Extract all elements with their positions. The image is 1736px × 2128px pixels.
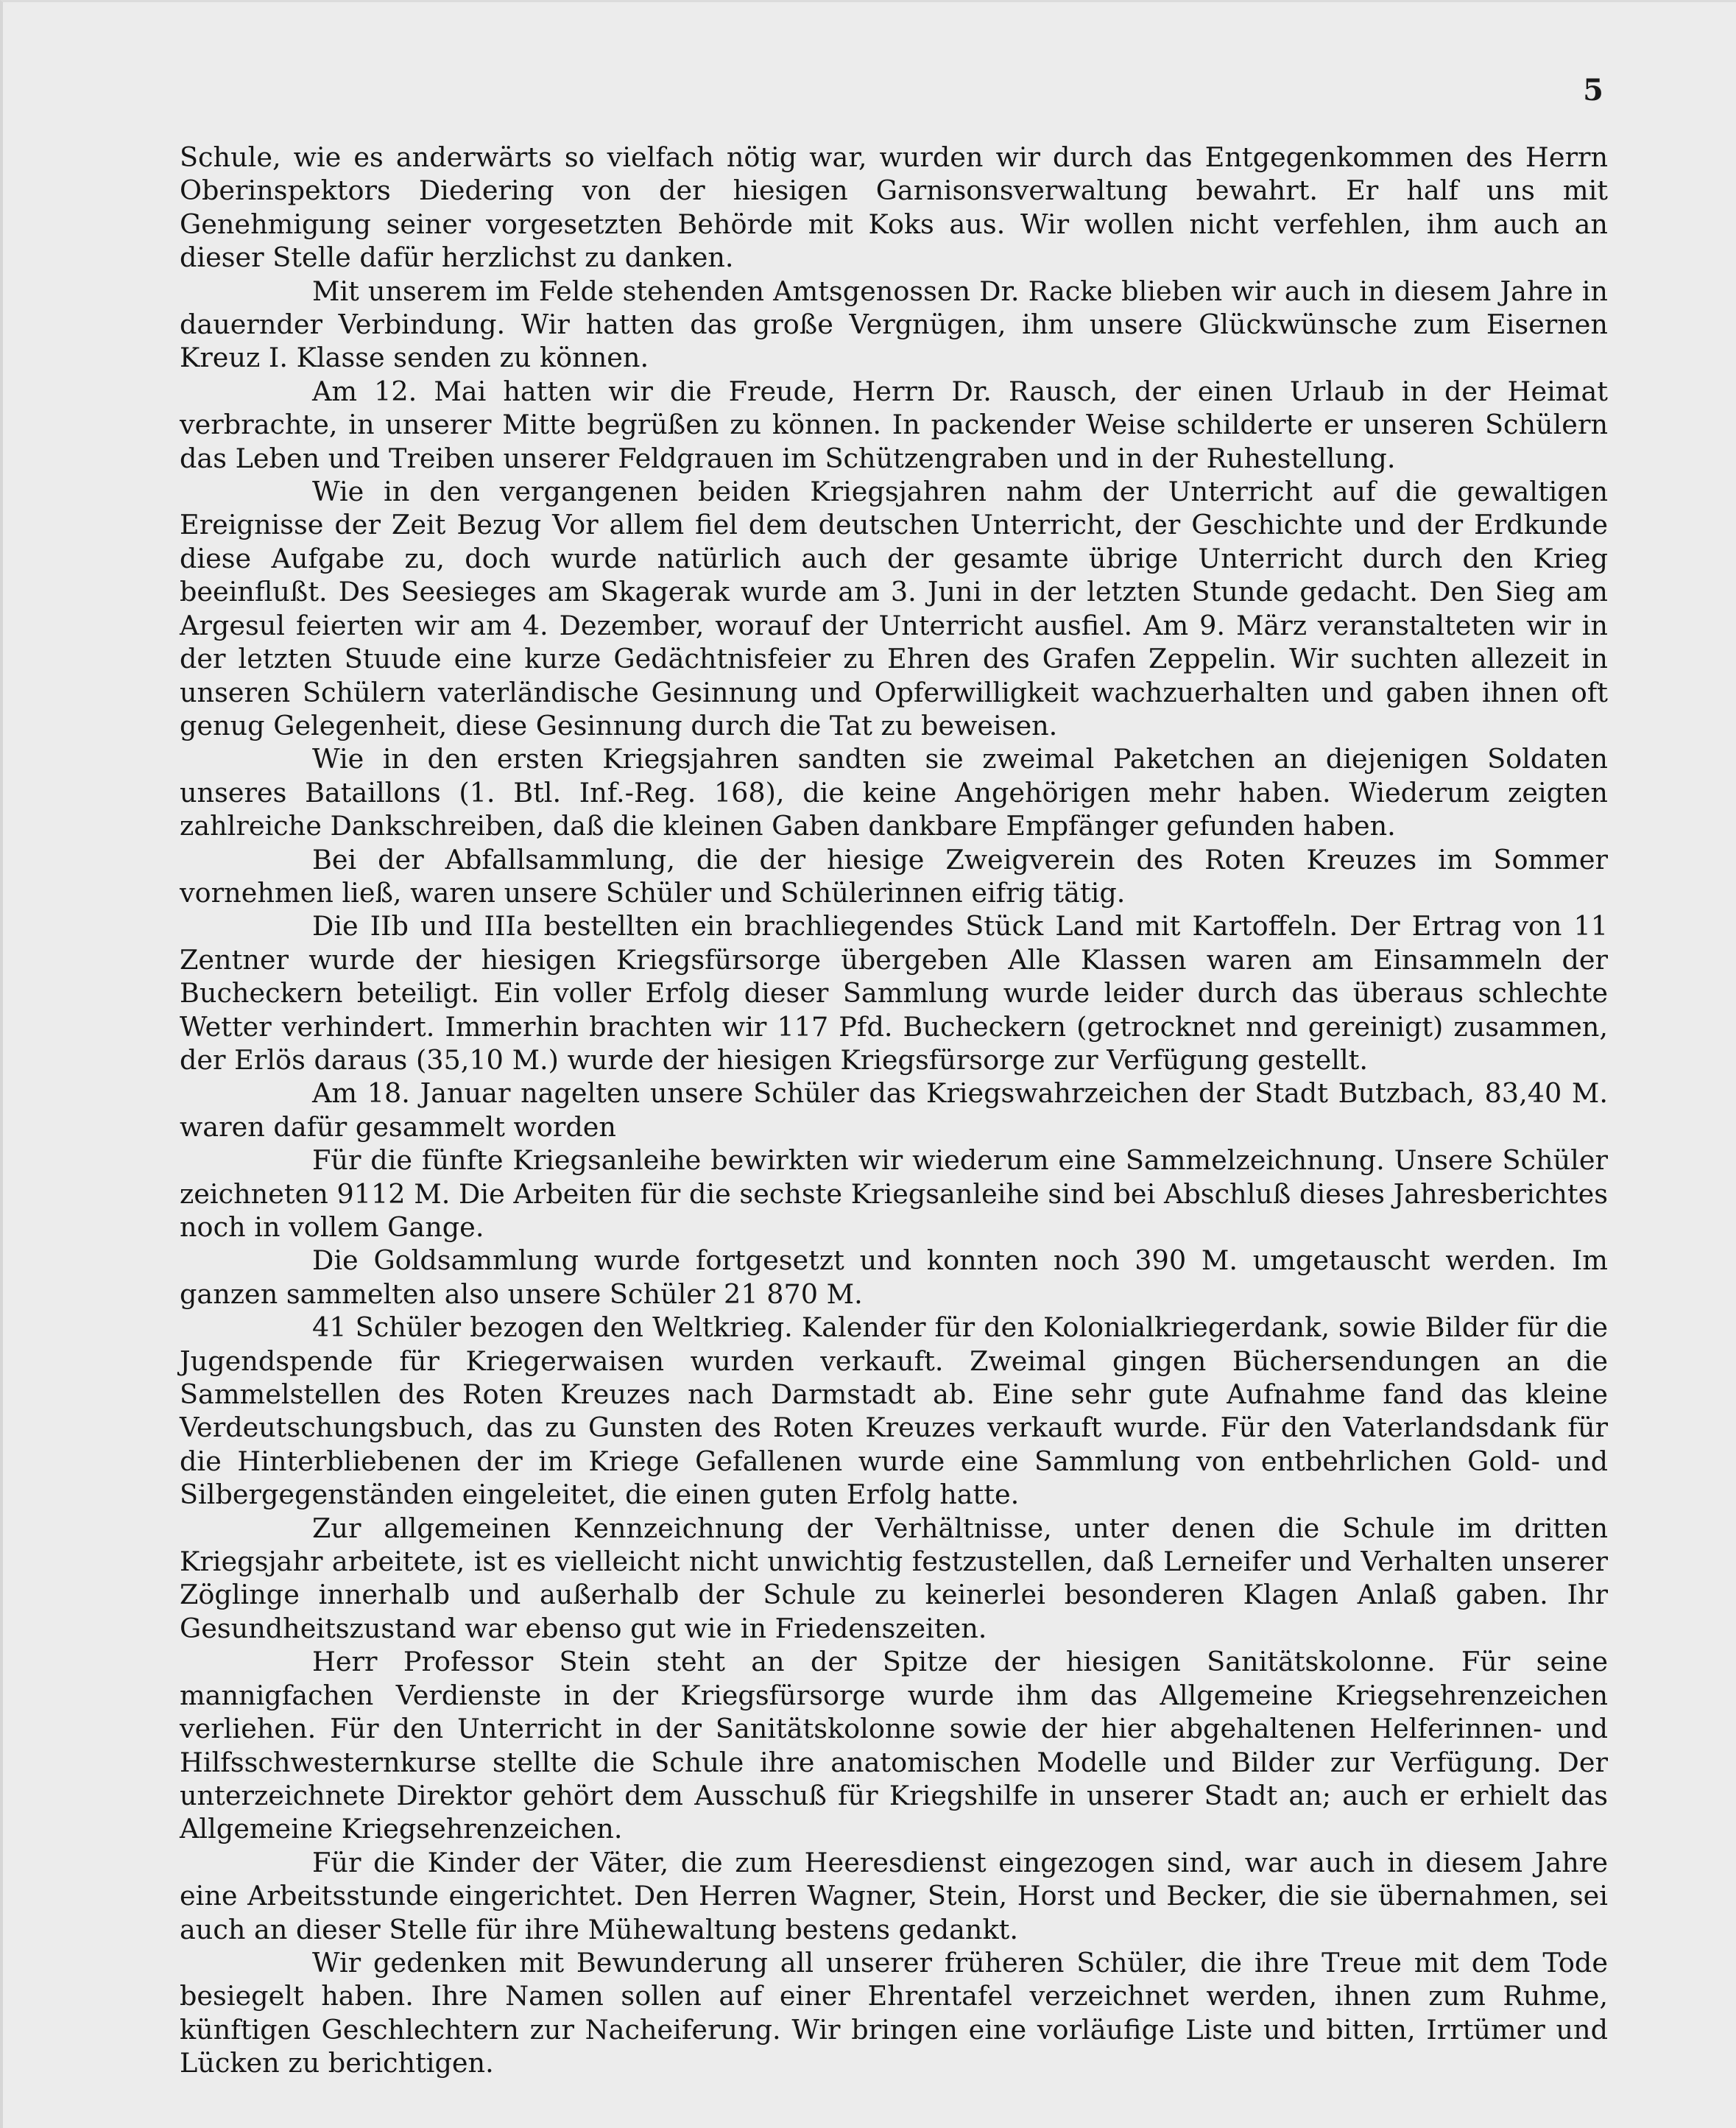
paragraph: Am 18. Januar nagelten unsere Schüler das Kriegswahrzeichen der Stadt Butzbach, 83,40 M. waren dafür gesammelt worden [180, 1077, 1608, 1143]
paragraph: Wie in den vergangenen beiden Kriegsjahren nahm der Unterricht auf die gewaltigen Ereignisse der Zeit Bezug Vor allem fiel dem deutschen Unterricht, der Geschichte und der Erdkunde diese Aufgabe zu, doch wurde natürlich auch der gesamte übrige Unterricht durch den Krieg beeinflußt. Des Seesieges am Skagerak wurde am 3. Juni in der letzten Stunde gedacht. Den Sieg am Argesul feierten wir am 4. Dezember, worauf der Unterricht ausfiel. Am 9. März veranstalteten wir in der letzten Stuude eine kurze Gedächtnisfeier zu Ehren des Grafen Zeppelin. Wir suchten allezeit in unseren Schülern vaterländische Gesinnung und Opferwilligkeit wachzuerhalten und gaben ihnen oft genug Gelegenheit, diese Gesinnung durch die Tat zu beweisen. [180, 476, 1608, 741]
paragraph: Wir gedenken mit Bewunderung all unserer früheren Schüler, die ihre Treue mit dem Tode besiegelt haben. Ihre Namen sollen auf einer Ehrentafel verzeichnet werden, ihnen zum Ruhme, künftigen Geschlechtern zur Nacheiferung. Wir bringen eine vorläufige Liste und bitten, Irrtümer und Lücken zu berichtigen. [180, 1946, 1608, 2079]
paragraph: Wie in den ersten Kriegsjahren sandten sie zweimal Paketchen an diejenigen Soldaten unseres Bataillons (1. Btl. Inf.-Reg. 168), die keine Angehörigen mehr haben. Wiederum zeigten zahlreiche Dankschreiben, daß die kleinen Gaben dankbare Empfänger gefunden haben. [180, 743, 1608, 842]
paragraph: Zur allgemeinen Kennzeichnung der Verhältnisse, unter denen die Schule im dritten Kriegsjahr arbeitete, ist es vielleicht nicht unwichtig festzustellen, daß Lerneifer und Verhalten unserer Zöglinge innerhalb und außerhalb der Schule zu keinerlei besonderen Klagen Anlaß gaben. Ihr Gesundheitszustand war ebenso gut wie in Friedenszeiten. [180, 1512, 1608, 1644]
paragraph: Die Goldsammlung wurde fortgesetzt und konnten noch 390 M. umgetauscht werden. Im ganzen sammelten also unsere Schüler 21 870 M. [180, 1244, 1608, 1310]
paragraph: Mit unserem im Felde stehenden Amtsgenossen Dr. Racke blieben wir auch in diesem Jahre in dauernder Verbindung. Wir hatten das große Vergnügen, ihm unsere Glückwünsche zum Eisernen Kreuz I. Klasse senden zu können. [180, 275, 1608, 374]
page-number: 5 [1583, 73, 1603, 108]
body-text [180, 141, 1608, 2080]
paragraph: Am 12. Mai hatten wir die Freude, Herrn Dr. Rausch, der einen Urlaub in der Heimat verbrachte, in unserer Mitte begrüßen zu können. In packender Weise schilderte er unseren Schülern das Leben und Treiben unserer Feldgrauen im Schützengraben und in der Ruhestellung. [180, 375, 1608, 474]
paragraph: Für die Kinder der Väter, die zum Heeresdienst eingezogen sind, war auch in diesem Jahre eine Arbeitsstunde eingerichtet. Den Herren Wagner, Stein, Horst und Becker, die sie übernahmen, sei auch an dieser Stelle für ihre Mühewaltung bestens gedankt. [180, 1846, 1608, 1945]
paragraph: Schule, wie es anderwärts so vielfach nötig war, wurden wir durch das Entgegenkommen des Herrn Oberinspektors Diedering von der hiesigen Garnisonsverwaltung bewahrt. Er half uns mit Genehmigung seiner vorgesetzten Behörde mit Koks aus. Wir wollen nicht verfehlen, ihm auch an dieser Stelle dafür herzlichst zu danken. [180, 141, 1608, 274]
paragraph: 41 Schüler bezogen den Weltkrieg. Kalender für den Kolonialkriegerdank, sowie Bilder für die Jugendspende für Kriegerwaisen wurden verkauft. Zweimal gingen Büchersendungen an die Sammelstellen des Roten Kreuzes nach Darmstadt ab. Eine sehr gute Aufnahme fand das kleine Verdeutschungsbuch, das zu Gunsten des Roten Kreuzes verkauft wurde. Für den Vaterlandsdank für die Hinterbliebenen der im Kriege Gefallenen wurde eine Sammlung von entbehrlichen Gold- und Silbergegenständen eingeleitet, die einen guten Erfolg hatte. [180, 1311, 1608, 1511]
paragraph: Die IIb und IIIa bestellten ein brachliegendes Stück Land mit Kartoffeln. Der Ertrag von 11 Zentner wurde der hiesigen Kriegsfürsorge übergeben Alle Klassen waren am Einsammeln der Bucheckern beteiligt. Ein voller Erfolg dieser Sammlung wurde leider durch das überaus schlechte Wetter verhindert. Immerhin brachten wir 117 Pfd. Bucheckern (getrocknet nnd gereinigt) zusammen, der Erlös daraus (35,10 M.) wurde der hiesigen Kriegsfürsorge zur Verfügung gestellt. [180, 910, 1608, 1076]
paragraph: Für die fünfte Kriegsanleihe bewirkten wir wiederum eine Sammelzeichnung. Unsere Schüler zeichneten 9112 M. Die Arbeiten für die sechste Kriegsanleihe sind bei Abschluß dieses Jahresberichtes noch in vollem Gange. [180, 1144, 1608, 1243]
paragraph: Herr Professor Stein steht an der Spitze der hiesigen Sanitätskolonne. Für seine mannigfachen Verdienste in der Kriegsfürsorge wurde ihm das Allgemeine Kriegsehrenzeichen verliehen. Für den Unterricht in der Sanitätskolonne sowie der hier abgehaltenen Helferinnen- und Hilfsschwesternkurse stellte die Schule ihre anatomischen Modelle und Bilder zur Verfügung. Der unterzeichnete Direktor gehört dem Ausschuß für Kriegshilfe in unserer Stadt an; auch er erhielt das Allgemeine Kriegsehrenzeichen. [180, 1646, 1608, 1845]
paragraph: Bei der Abfallsammlung, die der hiesige Zweigverein des Roten Kreuzes im Sommer vornehmen ließ, waren unsere Schüler und Schülerinnen eifrig tätig. [180, 843, 1608, 909]
